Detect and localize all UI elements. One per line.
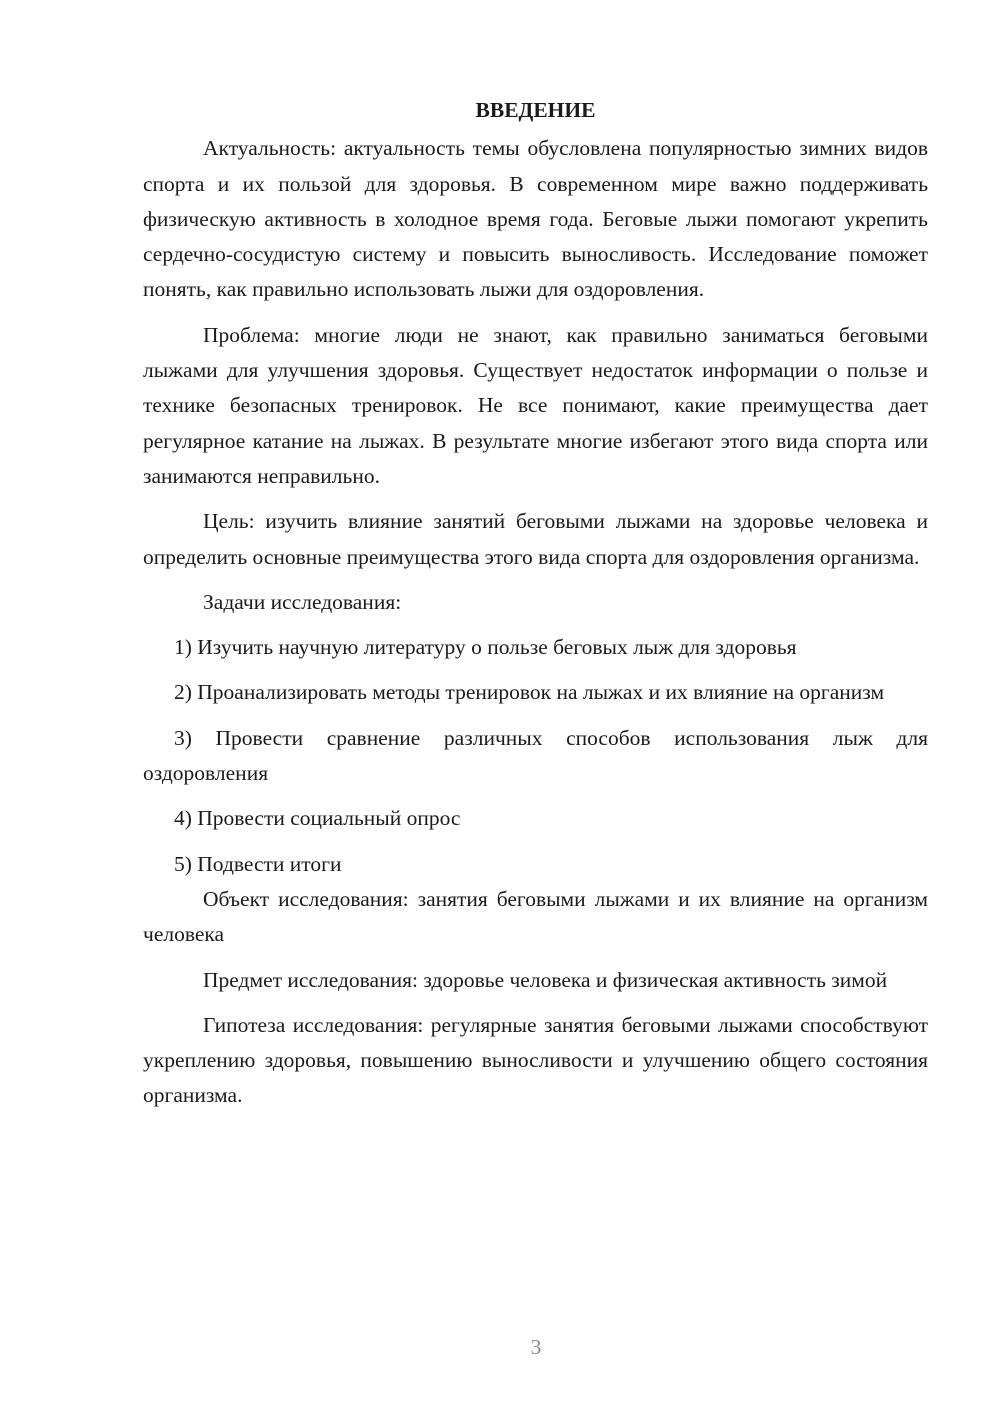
paragraph-hypothesis: Гипотеза исследования: регулярные занятия беговыми лыжами способствуют укреплению здоровья, повышению выносливости и улучшению общего состояния организма. [143,1012,928,1108]
document-body [143,93,928,1114]
task-item: 5) Подвести итоги [174,851,342,876]
tasks-title: Задачи исследования: [203,589,402,614]
task-item: 4) Провести социальный опрос [174,806,461,831]
task-item: 1) Изучить научную литературу о пользе беговых лыж для здоровья [174,635,797,660]
paragraph-relevance: Актуальность: актуальность темы обусловлена популярностью зимних видов спорта и их пользой для здоровья. В современном мире важно поддерживать физическую активность в холодное время года. Беговые лыжи помогают укрепить сердечно-сосудистую систему и повысить выносливость. Исследование поможет понять, как правильно использовать лыжи для оздоровления. [143,136,928,302]
paragraph-problem: Проблема: многие люди не знают, как правильно заниматься беговыми лыжами для улучшения здоровья. Существует недостаток информации о пользе и технике безопасных тренировок. Не все понимают, какие преимущества дает регулярное катание на лыжах. В результате многие избегают этого вида спорта или занимаются неправильно. [143,322,928,488]
section-heading: ВВЕДЕНИЕ [475,98,596,122]
paragraph-goal: Цель: изучить влияние занятий беговыми лыжами на здоровье человека и определить основные преимущества этого вида спорта для оздоровления организма. [143,509,928,569]
page-number: 3 [530,1335,542,1359]
task-item: 3) Провести сравнение различных способов использования лыж для оздоровления [143,725,928,786]
paragraph-object: Объект исследования: занятия беговыми лыжами и их влияние на организм человека [143,886,928,947]
task-item: 2) Проанализировать методы тренировок на лыжах и их влияние на организм [174,680,885,705]
paragraph-subject: Предмет исследования: здоровье человека и физическая активность зимой [203,967,888,992]
